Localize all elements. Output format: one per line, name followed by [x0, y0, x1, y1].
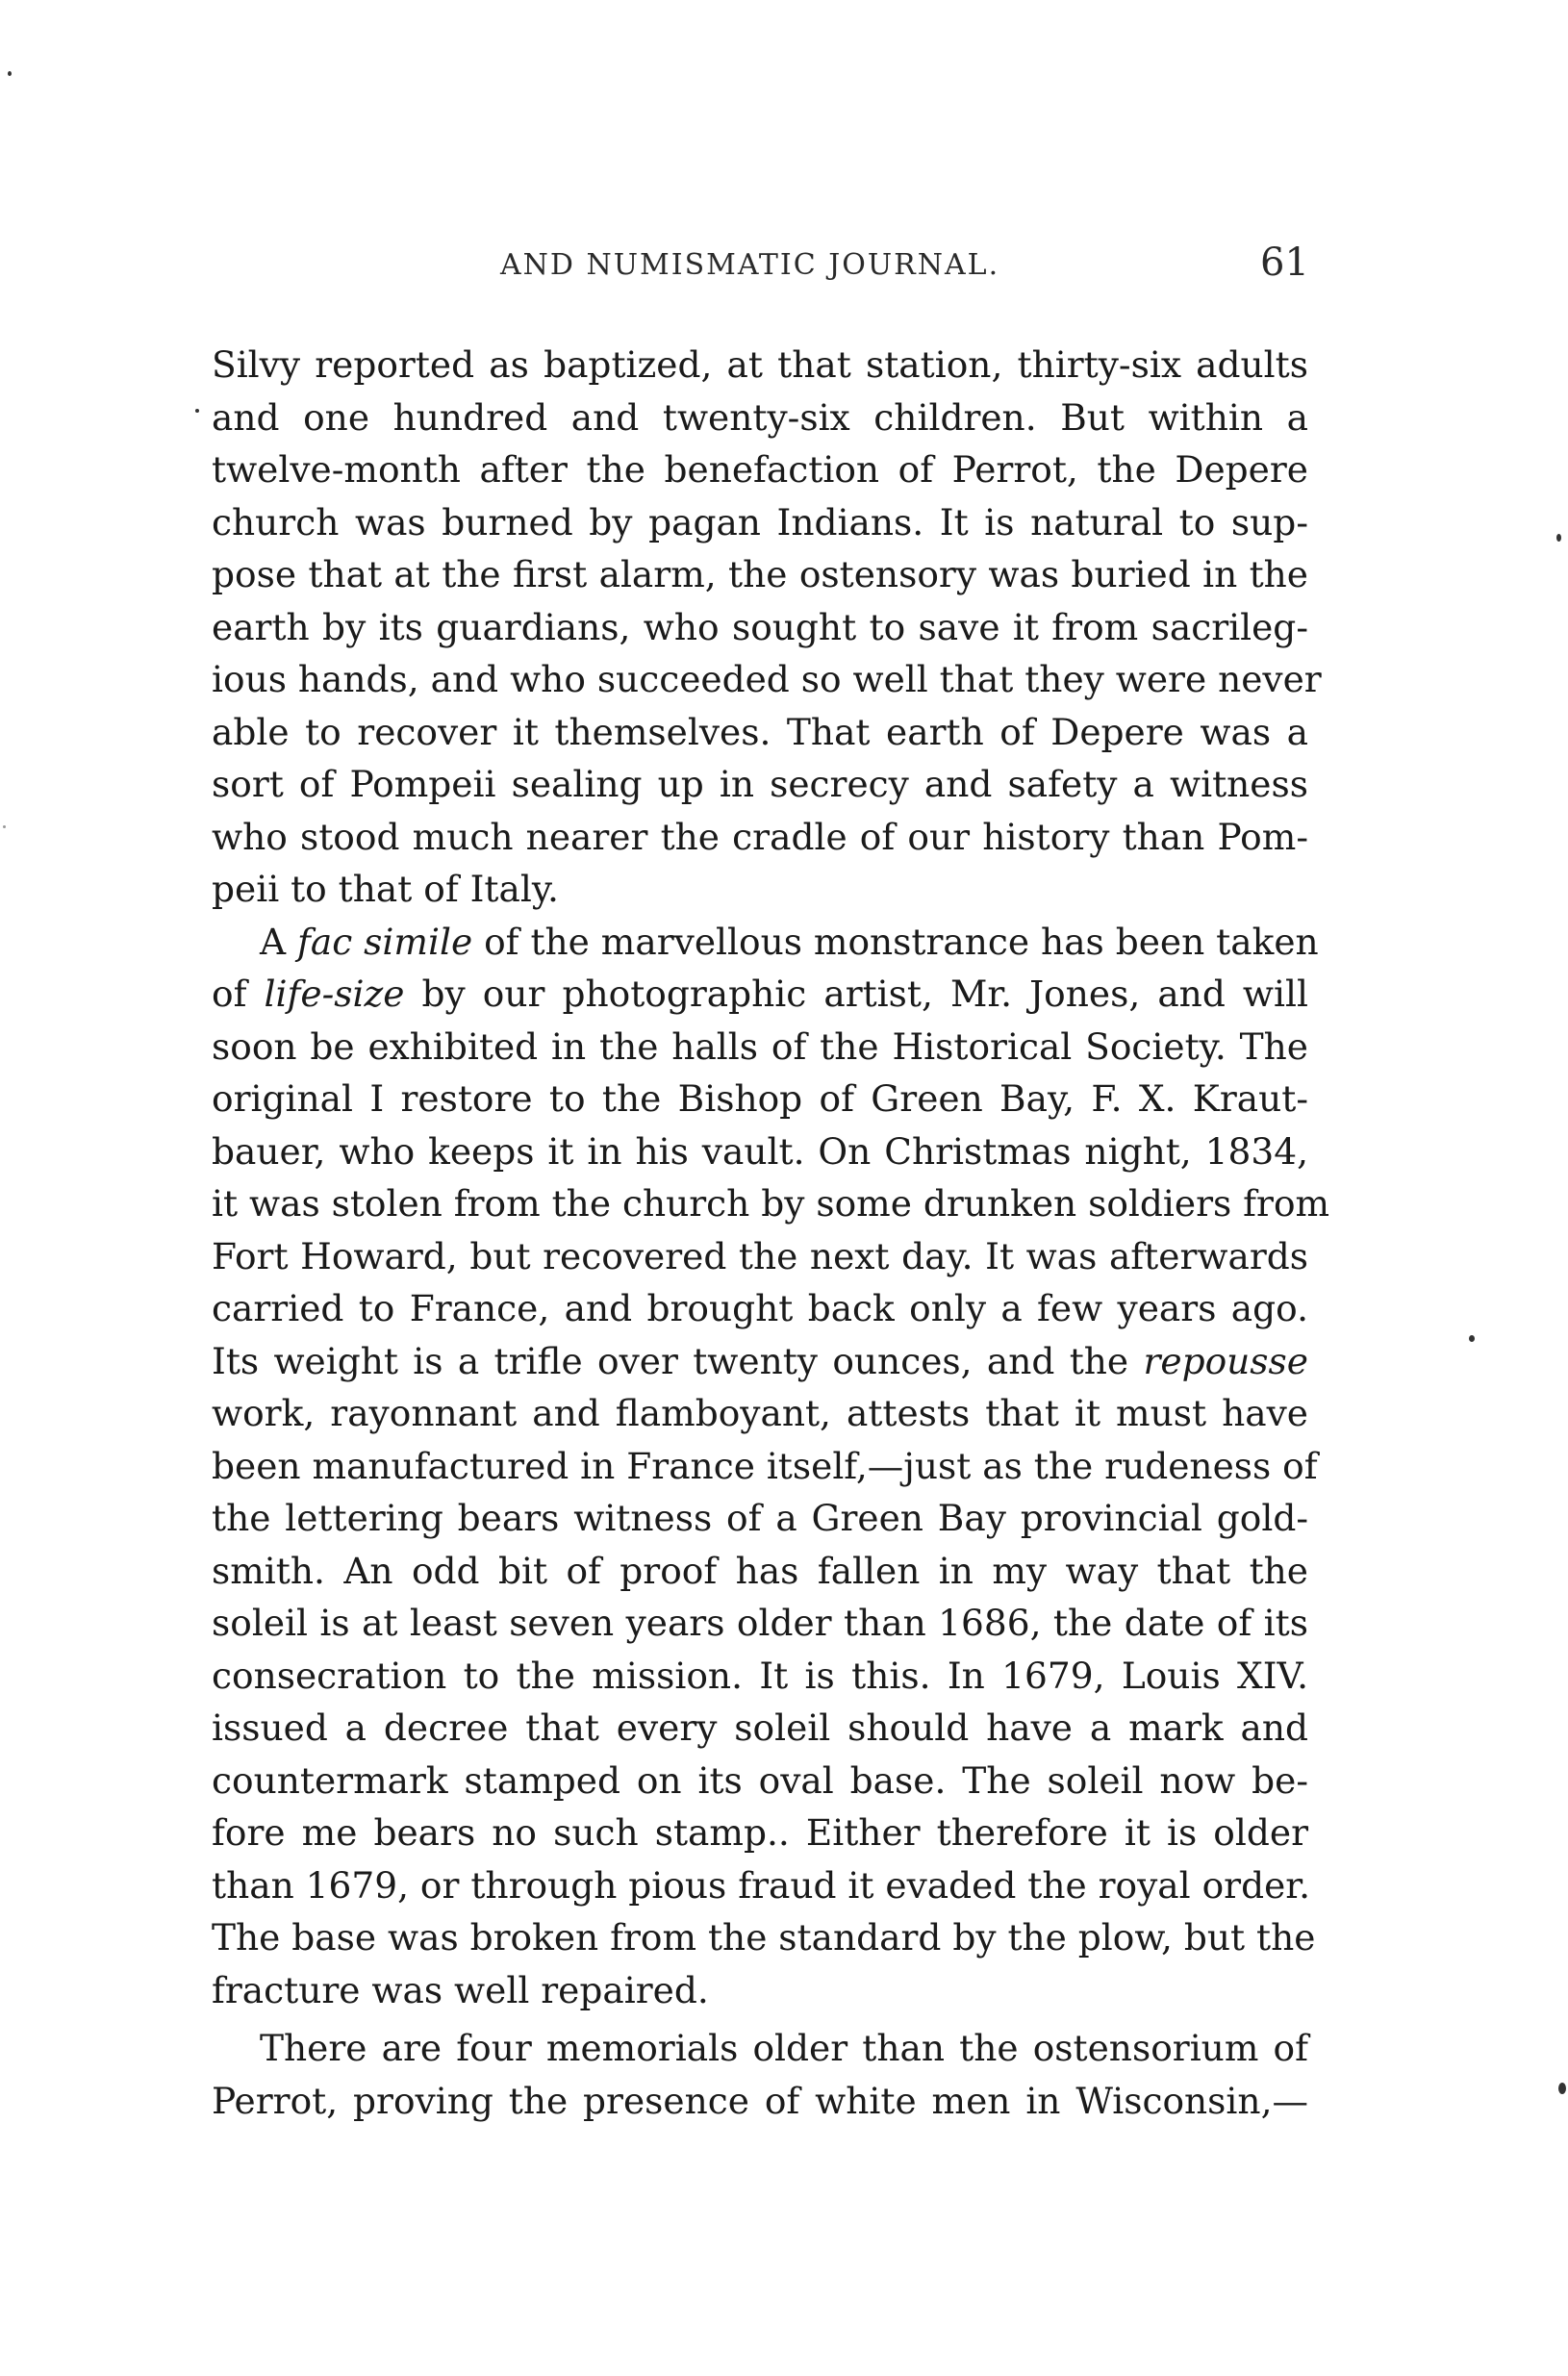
- text-run: by our photographic artist, Mr. Jones, and will: [404, 973, 1308, 1015]
- scan-speck: [3, 825, 6, 828]
- italic-term: life-size: [264, 973, 405, 1015]
- page-number: 61: [1260, 240, 1309, 285]
- text-line: it was stolen from the church by some drunken soldiers from: [212, 1182, 1330, 1225]
- text-line: smith. An odd bit of proof has fallen in my way that the: [212, 1549, 1308, 1592]
- text-line: who stood much nearer the cradle of our history than Pom-: [212, 815, 1308, 858]
- italic-term: fac simile: [297, 920, 473, 963]
- running-title: AND NUMISMATIC JOURNAL.: [500, 248, 1000, 282]
- text-line: work, rayonnant and flamboyant, attests that it must have: [212, 1392, 1308, 1434]
- text-line: bauer, who keeps it in his vault. On Christmas night, 1834,: [212, 1129, 1308, 1173]
- scan-speck: [1558, 2083, 1566, 2094]
- scan-speck: [195, 409, 199, 413]
- text-run: Its weight is a trifle over twenty ounces, and the: [212, 1339, 1144, 1382]
- text-line: The base was broken from the standard by the plow, but the: [212, 1916, 1316, 1959]
- text-run: A: [260, 920, 298, 963]
- text-line: the lettering bears witness of a Green Bay provincial gold-: [212, 1497, 1308, 1539]
- text-line: countermark stamped on its oval base. The soleil now be-: [212, 1758, 1308, 1802]
- text-run: of: [212, 973, 265, 1015]
- paragraph-2: [212, 916, 1330, 2017]
- paragraph-1: [212, 339, 1322, 916]
- text-run: of the marvellous monstrance has been taken: [472, 920, 1319, 963]
- text-line: church was burned by pagan Indians. It is natural to sup-: [212, 500, 1308, 543]
- text-line: Perrot, proving the presence of white men in Wisconsin,—: [212, 2079, 1308, 2122]
- scan-speck: [1556, 534, 1561, 542]
- text-line: soon be exhibited in the halls of the Historical Society. The: [212, 1024, 1308, 1068]
- text-line: Fort Howard, but recovered the next day. It was afterwards: [212, 1234, 1308, 1277]
- text-line: Silvy reported as baptized, at that station, thirty-six adults: [212, 343, 1308, 386]
- text-line: [212, 1335, 1308, 1388]
- text-line: pose that at the first alarm, the ostensory was buried in the: [212, 553, 1308, 595]
- text-line: [212, 916, 1319, 969]
- text-line: and one hundred and twenty-six children. But within a: [212, 395, 1308, 439]
- text-line: fracture was well repaired.: [212, 1968, 709, 2011]
- text-line: ious hands, and who succeeded so well that they were never: [212, 658, 1322, 700]
- text-line: peii to that of Italy.: [212, 868, 559, 910]
- text-line: able to recover it themselves. That earth of Depere was a: [212, 710, 1308, 753]
- text-line: carried to France, and brought back only a few years ago.: [212, 1287, 1308, 1329]
- text-line: sort of Pompeii sealing up in secrecy and safety a witness: [212, 763, 1308, 805]
- text-line: fore me bears no such stamp.. Either therefore it is older: [212, 1811, 1308, 1854]
- body-text: [212, 339, 1330, 2127]
- scan-speck: [1469, 1335, 1475, 1342]
- text-line: twelve-month after the benefaction of Perrot, the Depere: [212, 448, 1308, 491]
- text-line: than 1679, or through pious fraud it evaded the royal order.: [212, 1863, 1310, 1907]
- text-line: issued a decree that every soleil should have a mark and: [212, 1706, 1308, 1749]
- text-line: earth by its guardians, who sought to save it from sacrileg-: [212, 605, 1308, 648]
- text-line: soleil is at least seven years older than 1686, the date of its: [212, 1602, 1308, 1644]
- italic-term: repousse: [1143, 1339, 1308, 1382]
- text-line: [212, 968, 1308, 1021]
- text-line: been manufactured in France itself,—just as the rudeness of: [212, 1444, 1318, 1487]
- scan-speck: [8, 71, 12, 76]
- text-line: consecration to the mission. It is this. In 1679, Louis XIV.: [212, 1654, 1308, 1697]
- paragraph-3: [212, 2022, 1308, 2127]
- text-line: There are four memorials older than the ostensorium of: [260, 2027, 1308, 2069]
- text-line: original I restore to the Bishop of Green Bay, F. X. Kraut-: [212, 1077, 1308, 1120]
